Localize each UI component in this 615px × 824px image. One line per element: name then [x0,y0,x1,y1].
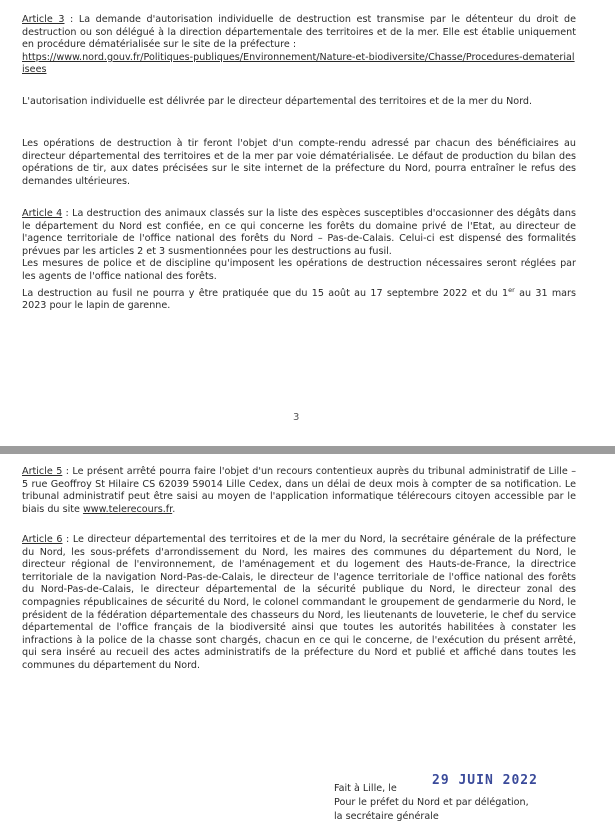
telerecours-link[interactable]: www.telerecours.fr [82,503,173,515]
signature-delegation: Pour le préfet du Nord et par délégation, [334,797,529,808]
page-separator [0,446,615,454]
article-6-heading: Article 6 [22,534,63,545]
article-4-paragraph [22,208,576,313]
document-page-2 [0,454,615,823]
article-5-text: : Le présent arrêté pourra faire l'objet d'un recours contentieux auprès du tribunal administratif de Lille – 5 rue Geoffroy St Hilaire CS 62039 59014 Lille Cedex, dans un délai de deux mois à compter de sa notification. Le tribunal administratif peut être saisi au moyen de l'application informatique télérecours citoyen accessible par le biais du site [22,466,576,515]
article-3-text: : La demande d'autorisation individuelle de destruction est transmise par le détenteur du droit de destruction ou son délégué à la direction départementale des territoires et de la mer. Elle est établie uniquement en procédure dématérialisée sur le site de la préfecture : [22,14,577,51]
prefecture-procedures-link[interactable]: https://www.nord.gouv.fr/Politiques-publiques/Environnement/Nature-et-biodiversite/Chasse/Procedures-dematerialisees [22,51,575,76]
article-5-end: . [172,503,176,515]
article-5-paragraph [22,466,576,516]
page-number: 3 [293,412,300,423]
article-4-dates-text: La destruction au fusil ne pourra y être pratiquée que du 15 août au 17 septembre 2022 et du 1 [22,287,509,299]
date-stamp: 29 JUIN 2022 [432,773,538,788]
article-4-police-text: Les mesures de police et de discipline qu'imposent les opérations de destruction nécessaires seront réglées par les agents de l'office national des forêts. [22,258,576,282]
signature-title: la secrétaire générale [334,811,439,822]
article-3-paragraph [22,14,576,77]
article-4-dates-end: au 31 mars 2023 pour le lapin de garenne. [22,287,577,312]
article-6-paragraph [22,534,576,673]
ordinal-superscript: er [508,285,515,294]
article-4-text: : La destruction des animaux classés sur la liste des espèces susceptibles d'occasionner des dégâts dans le département du Nord est confiée, en ce qui concerne les forêts du domaine privé de l'Etat, au directeur de l'agence territoriale de l'office national des forêts du Nord – Pas-de-Calais. Celui-ci est dispensé des formalités prévues par les articles 2 et 3 susmentionnées pour les destructions au fusil. [22,208,576,257]
article-4-heading: Article 4 [22,208,63,219]
article-3-heading: Article 3 [22,14,65,25]
article-5-heading: Article 5 [22,466,63,477]
compte-rendu-paragraph: Les opérations de destruction à tir feront l'objet d'un compte-rendu adressé par chacun des bénéficiaires au directeur départemental des territoires et de la mer par voie dématérialisée. Le défaut de production du bilan des opérations de tir, aux dates précisées sur le site internet de la préfecture du Nord, pourra entraîner le refus des demandes ultérieures. [22,138,576,187]
article-6-text: : Le directeur départemental des territoires et de la mer du Nord, la secrétaire générale de la préfecture du Nord, les sous-préfets d'arrondissement du Nord, les maires des communes du département du Nord, le directeur régional de l'environnement, de l'aménagement et du logement des Hauts-de-France, la directrice territoriale de la navigation Nord-Pas-de-Calais, le directeur de l'agence territoriale de l'office national des forêts du Nord-Pas-de-Calais, le directeur départemental de la sécurité publique du Nord, le directeur zonal des compagnies républicaines de sécurité du Nord, le colonel commandant le groupement de gendarmerie du Nord, le président de la fédération départementale des chasseurs du Nord, les lieutenants de louveterie, le chef du service départemental de l'office français de la biodiversité ainsi que toutes les autorités habilitées à constater les infractions à la police de la chasse sont chargés, chacun en ce qui le concerne, de l'exécution du présent arrêté, qui sera inséré au recueil des actes administratifs de la préfecture du Nord et publié et affiché dans toutes les communes du département du Nord. [22,534,576,671]
signature-place: Fait à Lille, le [334,783,397,794]
authorisation-paragraph: L'autorisation individuelle est délivrée par le directeur départemental des territoires et de la mer du Nord. [22,96,533,107]
